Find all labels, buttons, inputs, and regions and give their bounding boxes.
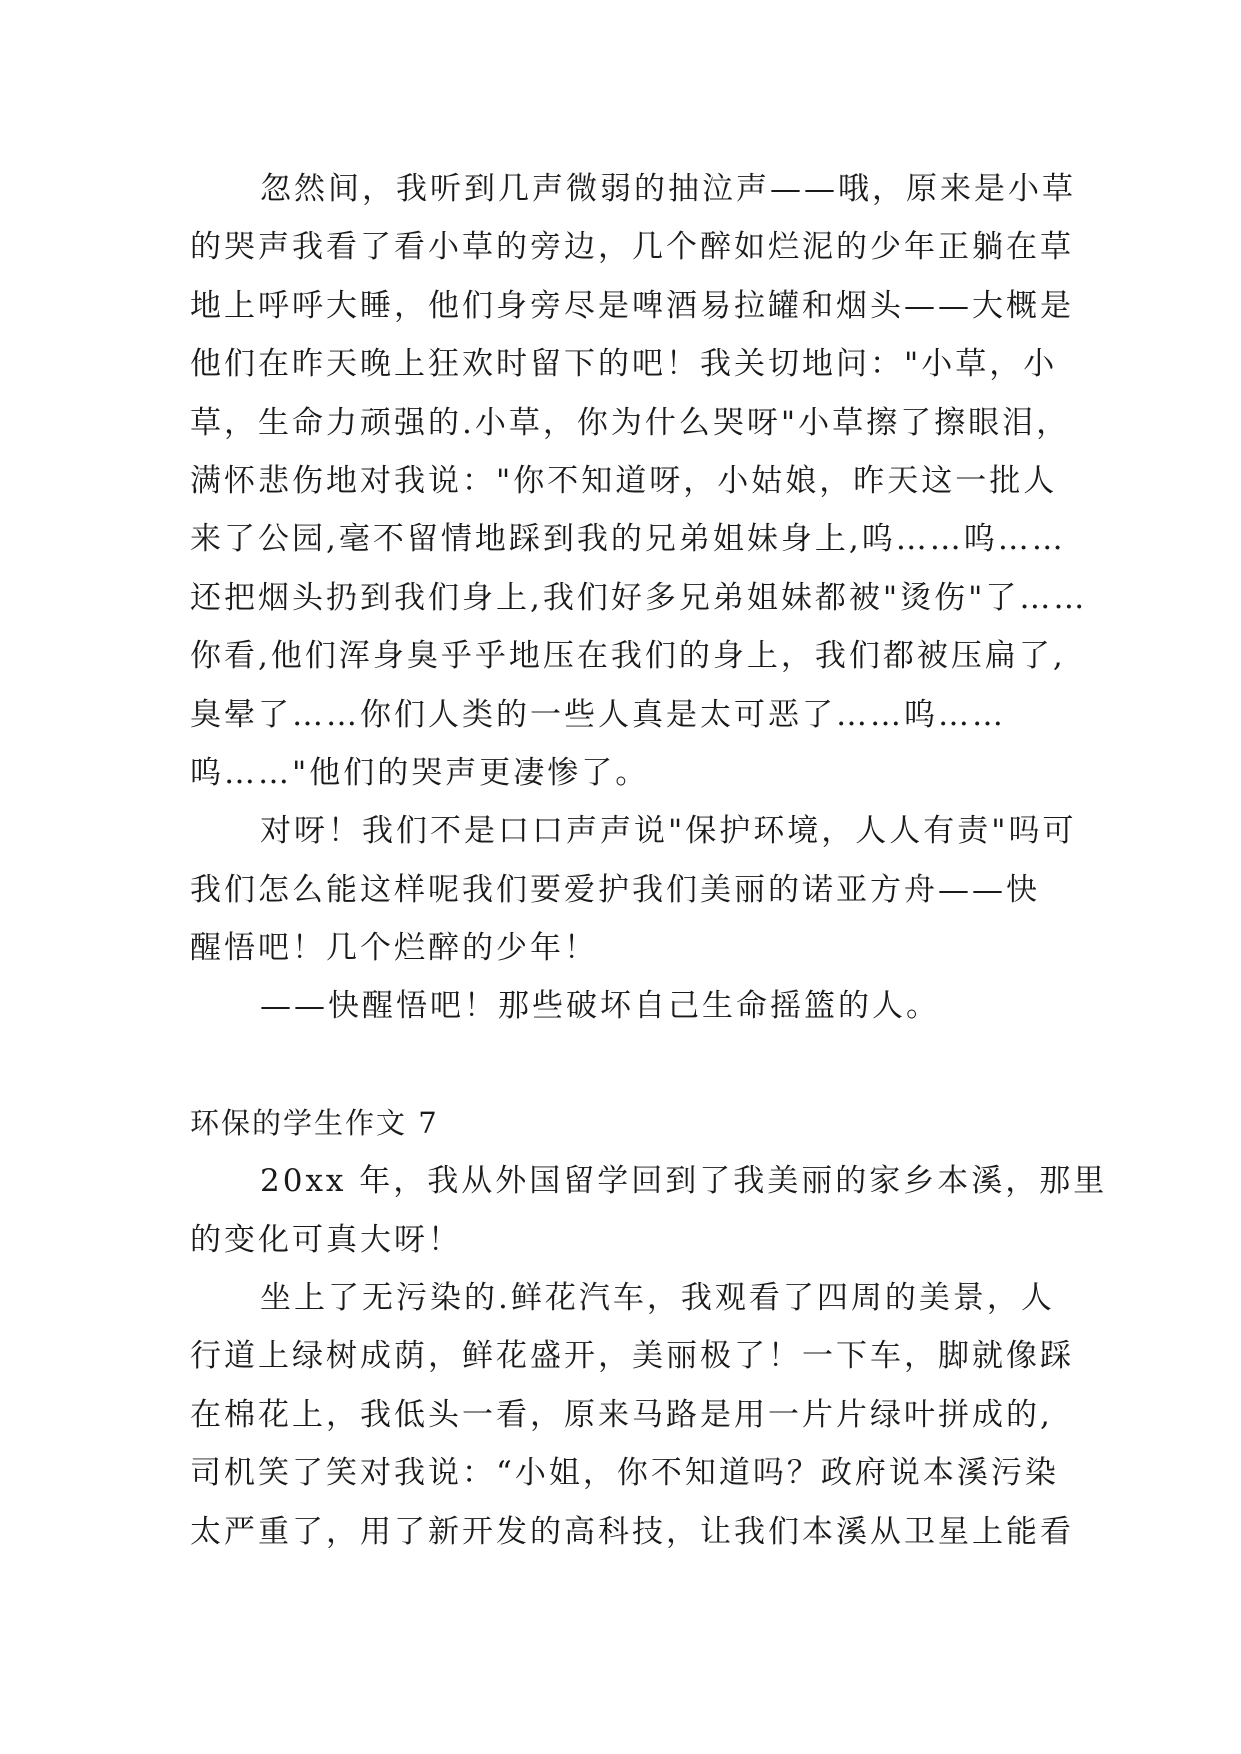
paragraph-line: 坐上了无污染的.鲜花汽车，我观看了四周的美景，人	[260, 1280, 1055, 1317]
paragraph-line: 司机笑了笑对我说：“小姐，你不知道吗？政府说本溪污染	[190, 1455, 1059, 1492]
essay-title: 环保的学生作文 7	[190, 1105, 439, 1140]
paragraph-line: ——快醒悟吧！那些破坏自己生命摇篮的人。	[260, 988, 940, 1025]
document-body	[190, 160, 1108, 1561]
paragraph-line: 行道上绿树成荫，鲜花盛开，美丽极了！一下车，脚就像踩	[190, 1338, 1074, 1375]
paragraph-line: 他们在昨天晚上狂欢时留下的吧！我关切地问："小草，小	[190, 346, 1058, 383]
paragraph-line: 你看,他们浑身臭乎乎地压在我们的身上，我们都被压扁了,	[190, 638, 1066, 675]
paragraph-line: 太严重了，用了新开发的高科技，让我们本溪从卫星上能看	[190, 1513, 1074, 1550]
paragraph-line: 地上呼呼大睡，他们身旁尽是啤酒易拉罐和烟头——大概是	[190, 287, 1074, 324]
section-gap	[190, 1036, 1060, 1094]
paragraph-line: 醒悟吧！几个烂醉的少年！	[190, 930, 598, 967]
paragraph-line: 我们怎么能这样呢我们要爱护我们美丽的诺亚方舟——快	[190, 871, 1040, 908]
paragraph-line: 对呀！我们不是口口声声说"保护环境，人人有责"吗可	[260, 813, 1077, 850]
paragraph-line: 来了公园,毫不留情地踩到我的兄弟姐妹身上,呜……呜……	[190, 521, 1066, 558]
paragraph-line: 呜……"他们的哭声更凄惨了。	[190, 754, 650, 791]
paragraph-line: 在棉花上，我低头一看，原来马路是用一片片绿叶拼成的,	[190, 1396, 1053, 1433]
paragraph-line: 忽然间，我听到几声微弱的抽泣声——哦，原来是小草	[260, 171, 1076, 207]
paragraph-line: 满怀悲伤地对我说："你不知道呀，小姑娘，昨天这一批人	[190, 462, 1058, 499]
paragraph-line: 的变化可真大呀！	[190, 1221, 462, 1258]
paragraph-line: 20xx 年，我从外国留学回到了我美丽的家乡本溪，那里	[260, 1163, 1108, 1200]
paragraph-line: 草，生命力顽强的.小草，你为什么哭呀"小草擦了擦眼泪，	[190, 404, 1071, 441]
paragraph-line: 的哭声我看了看小草的旁边，几个醉如烂泥的少年正躺在草	[190, 229, 1074, 266]
paragraph-line: 臭晕了……你们人类的一些人真是太可恶了……呜……	[190, 696, 1006, 733]
paragraph-line: 还把烟头扔到我们身上,我们好多兄弟姐妹都被"烫伤"了……	[190, 579, 1088, 616]
